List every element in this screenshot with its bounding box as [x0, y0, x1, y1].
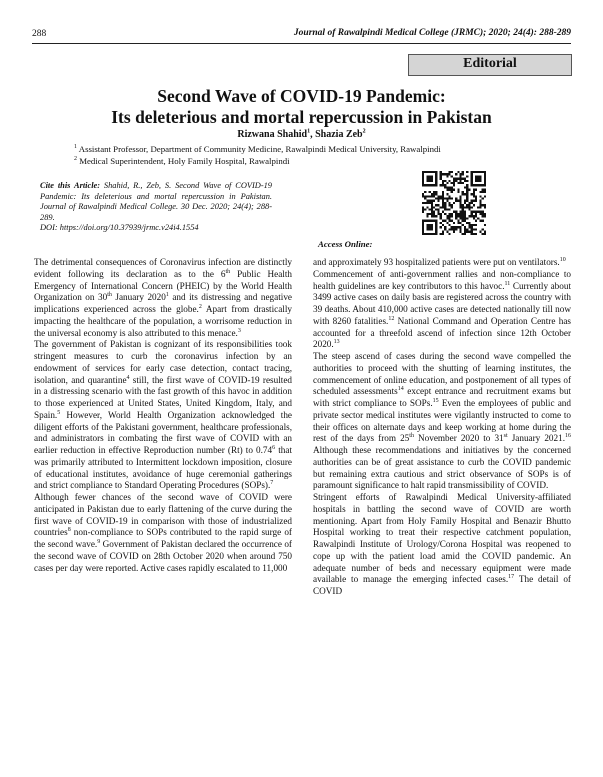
citation-text: Shahid, R., Zeb, S. Second Wave of COVID-19 Pandemic: Its deleterious and mortal repercussion in Pakistan. Journal of Rawalpindi Medical College. 30 Dec. 2020; 24(4); 288-289. — [40, 181, 272, 222]
body-text: Commencement of anti-government rallies and non-compliance to health guidelines are key contributors to this havoc. — [313, 268, 571, 291]
body-text: Although these recommendations and initiatives by the concerned authorities can be of great assistance to curb the COVID pandemic but remaining extra cautious and strict observance of SOPs is of paramount significance to halt rapid transmissibility of COVID. — [313, 445, 571, 491]
reference-marker: 17 — [508, 574, 515, 581]
affiliation-marker: 2 — [74, 156, 77, 163]
body-text: Government of Pakistan declared the occurrence of the second wave of COVID on 28th October 2020 when around 750 cases per day were reported. Active cases rapidly escalated to 11,000 — [34, 539, 292, 573]
body-paragraph — [34, 339, 292, 492]
body-column-right — [313, 257, 571, 598]
body-text: Stringent efforts of Rawalpindi Medical University-affiliated hospitals in battling the second wave of COVID are worth mentioning. Apart from Holy Family Hospital and Benazir Bhutto Hospital working to treat their respective catchment population, Rawalpindi Institute of Urology/Corona Hospital was reopened to cope up with the patient load amid the COVID pandemic. An adequate number of beds and necessary equipment were made available to manage the emerging infected cases. — [313, 492, 571, 585]
qr-code-icon[interactable] — [422, 171, 486, 235]
author-affiliation-marker: 2 — [362, 128, 366, 135]
reference-marker: 10 — [559, 256, 566, 263]
article-title-line-1: Second Wave of COVID-19 Pandemic: — [157, 86, 446, 106]
reference-marker: th — [107, 292, 112, 299]
reference-marker: th — [409, 433, 414, 440]
body-text: and its distressing and negative implications experienced across the globe. — [34, 292, 292, 314]
body-text: still, the first wave of COVID-19 resulted in a distressing scenario with the fast growth of this havoc in addition to those experienced at United States, United Kingdom, Italy, and Spain. — [34, 374, 292, 420]
body-text: The detail of COVID — [313, 574, 571, 596]
body-paragraph — [313, 492, 571, 598]
reference-marker: 2 — [198, 303, 202, 310]
citation-block — [40, 181, 272, 234]
reference-marker: th — [225, 268, 231, 275]
reference-marker: 13 — [333, 339, 340, 346]
citation-label: Cite this Article: — [40, 181, 101, 190]
reference-marker: 15 — [432, 397, 439, 404]
reference-marker: 4 — [126, 374, 130, 381]
body-text: Apart from drastically impacting the healthcare of the population, a worrisome reduction in the universal economy is also attributed to this menace. — [34, 304, 292, 338]
reference-marker: 14 — [397, 386, 404, 393]
body-text: November 2020 to 31 — [413, 433, 504, 444]
reference-marker: 9 — [97, 538, 101, 545]
body-paragraph — [313, 351, 571, 492]
reference-marker: 5 — [57, 409, 61, 416]
reference-marker: 7 — [270, 480, 274, 487]
body-text: and approximately 93 hospitalized patients were put on ventilators. — [313, 257, 560, 267]
body-text: The detrimental consequences of Coronavirus infection are distinctly evident following its declaration as to the 6 — [34, 257, 292, 279]
author-name: Shazia Zeb — [315, 129, 363, 140]
author-affiliation-marker: 1 — [307, 128, 311, 135]
affiliation — [74, 156, 290, 166]
body-text: Currently about 3499 active cases on daily basis are registered across the country with 39 deaths. About 410,000 active cases are detected nationally till now with 8260 fatalities. — [313, 280, 571, 326]
reference-marker: 12 — [388, 315, 395, 322]
body-text: However, World Health Organization acknowledged the diligent efforts of the Pakistani government, healthcare professionals, and administrators in combating the first wave of COVID with an earlier reduction in effective Reproduction number (Rt) to 0.74 — [34, 409, 292, 455]
section-label: Editorial — [463, 56, 517, 71]
reference-marker: 11 — [504, 280, 511, 287]
reference-marker: 16 — [565, 433, 571, 440]
reference-marker: 3 — [237, 327, 241, 334]
body-paragraph — [34, 257, 292, 339]
body-text: Although fewer chances of the second wave of COVID were anticipated in Pakistan due to early flattening of the curve during the first wave of COVID-19 in comparison with those of industrialized countries — [34, 492, 292, 538]
reference-marker: 1 — [165, 292, 169, 299]
author-separator: , — [310, 129, 316, 140]
body-text: National Command and Operation Centre has accounted for a threefold ascend of infection since 12th October 2020. — [313, 315, 572, 350]
affiliation-text: Assistant Professor, Department of Community Medicine, Rawalpindi Medical University, Rawalpindi — [77, 144, 441, 154]
affiliation-marker: 1 — [74, 144, 77, 151]
author-list — [40, 129, 563, 140]
body-paragraph — [34, 492, 292, 574]
body-text: The government of Pakistan is cognizant of its responsibilities took stringent measures to curb the coronavirus infection by an endowment of services for early case detection, contact tracing, isolation, and quarantine — [34, 339, 292, 385]
affiliation-text: Medical Superintendent, Holy Family Hospital, Rawalpindi — [77, 156, 290, 166]
body-text: Public Health Emergency of International Concern (PHEIC) by the World Health Organization on 30 — [34, 268, 292, 303]
affiliation — [74, 144, 441, 154]
author-name: Rizwana Shahid — [237, 129, 308, 140]
body-paragraph — [313, 269, 571, 351]
body-text: January 2020 — [111, 292, 166, 303]
body-text: The steep ascend of cases during the second wave compelled the authorities to proceed with the shutting of learning institutes, the commencement of online education, and postponement of all types of scheduled assessments — [313, 351, 571, 397]
body-text: that was primarily attributed to Intermittent lockdown imposition, closure of educational institutes, avoidance of huge ceremonial gatherings and strict compliance to Standard Operating Procedures (SOPs). — [34, 445, 292, 491]
page-number: 288 — [32, 29, 47, 39]
reference-marker: st — [503, 433, 508, 440]
body-text: except entrance and recruitment exams but with strict compliance to SOPs. — [313, 386, 572, 408]
header-divider — [32, 43, 571, 44]
doi-link[interactable]: DOI: https://doi.org/10.37939/jrmc.v24i4.1554 — [40, 223, 199, 233]
body-paragraph — [313, 257, 571, 269]
reference-marker: 6 — [272, 444, 276, 451]
body-text: Even the employees of public and private sector medical institutes were vigilantly instructed to come to their offices on alternate days and keep working at home during the rest of the days from 25 — [313, 398, 571, 444]
body-column-left — [34, 257, 292, 574]
body-text: January 2021. — [507, 433, 565, 444]
journal-citation-header: Journal of Rawalpindi Medical College (JRMC); 2020; 24(4): 288-289 — [293, 28, 571, 38]
access-online-label: Access Online: — [318, 239, 373, 249]
reference-marker: 8 — [67, 527, 71, 534]
article-title-line-2: Its deleterious and mortal repercussion in Pakistan — [111, 107, 492, 127]
body-text: non-compliance to SOPs contributed to the rapid surge of the second wave. — [34, 527, 292, 549]
